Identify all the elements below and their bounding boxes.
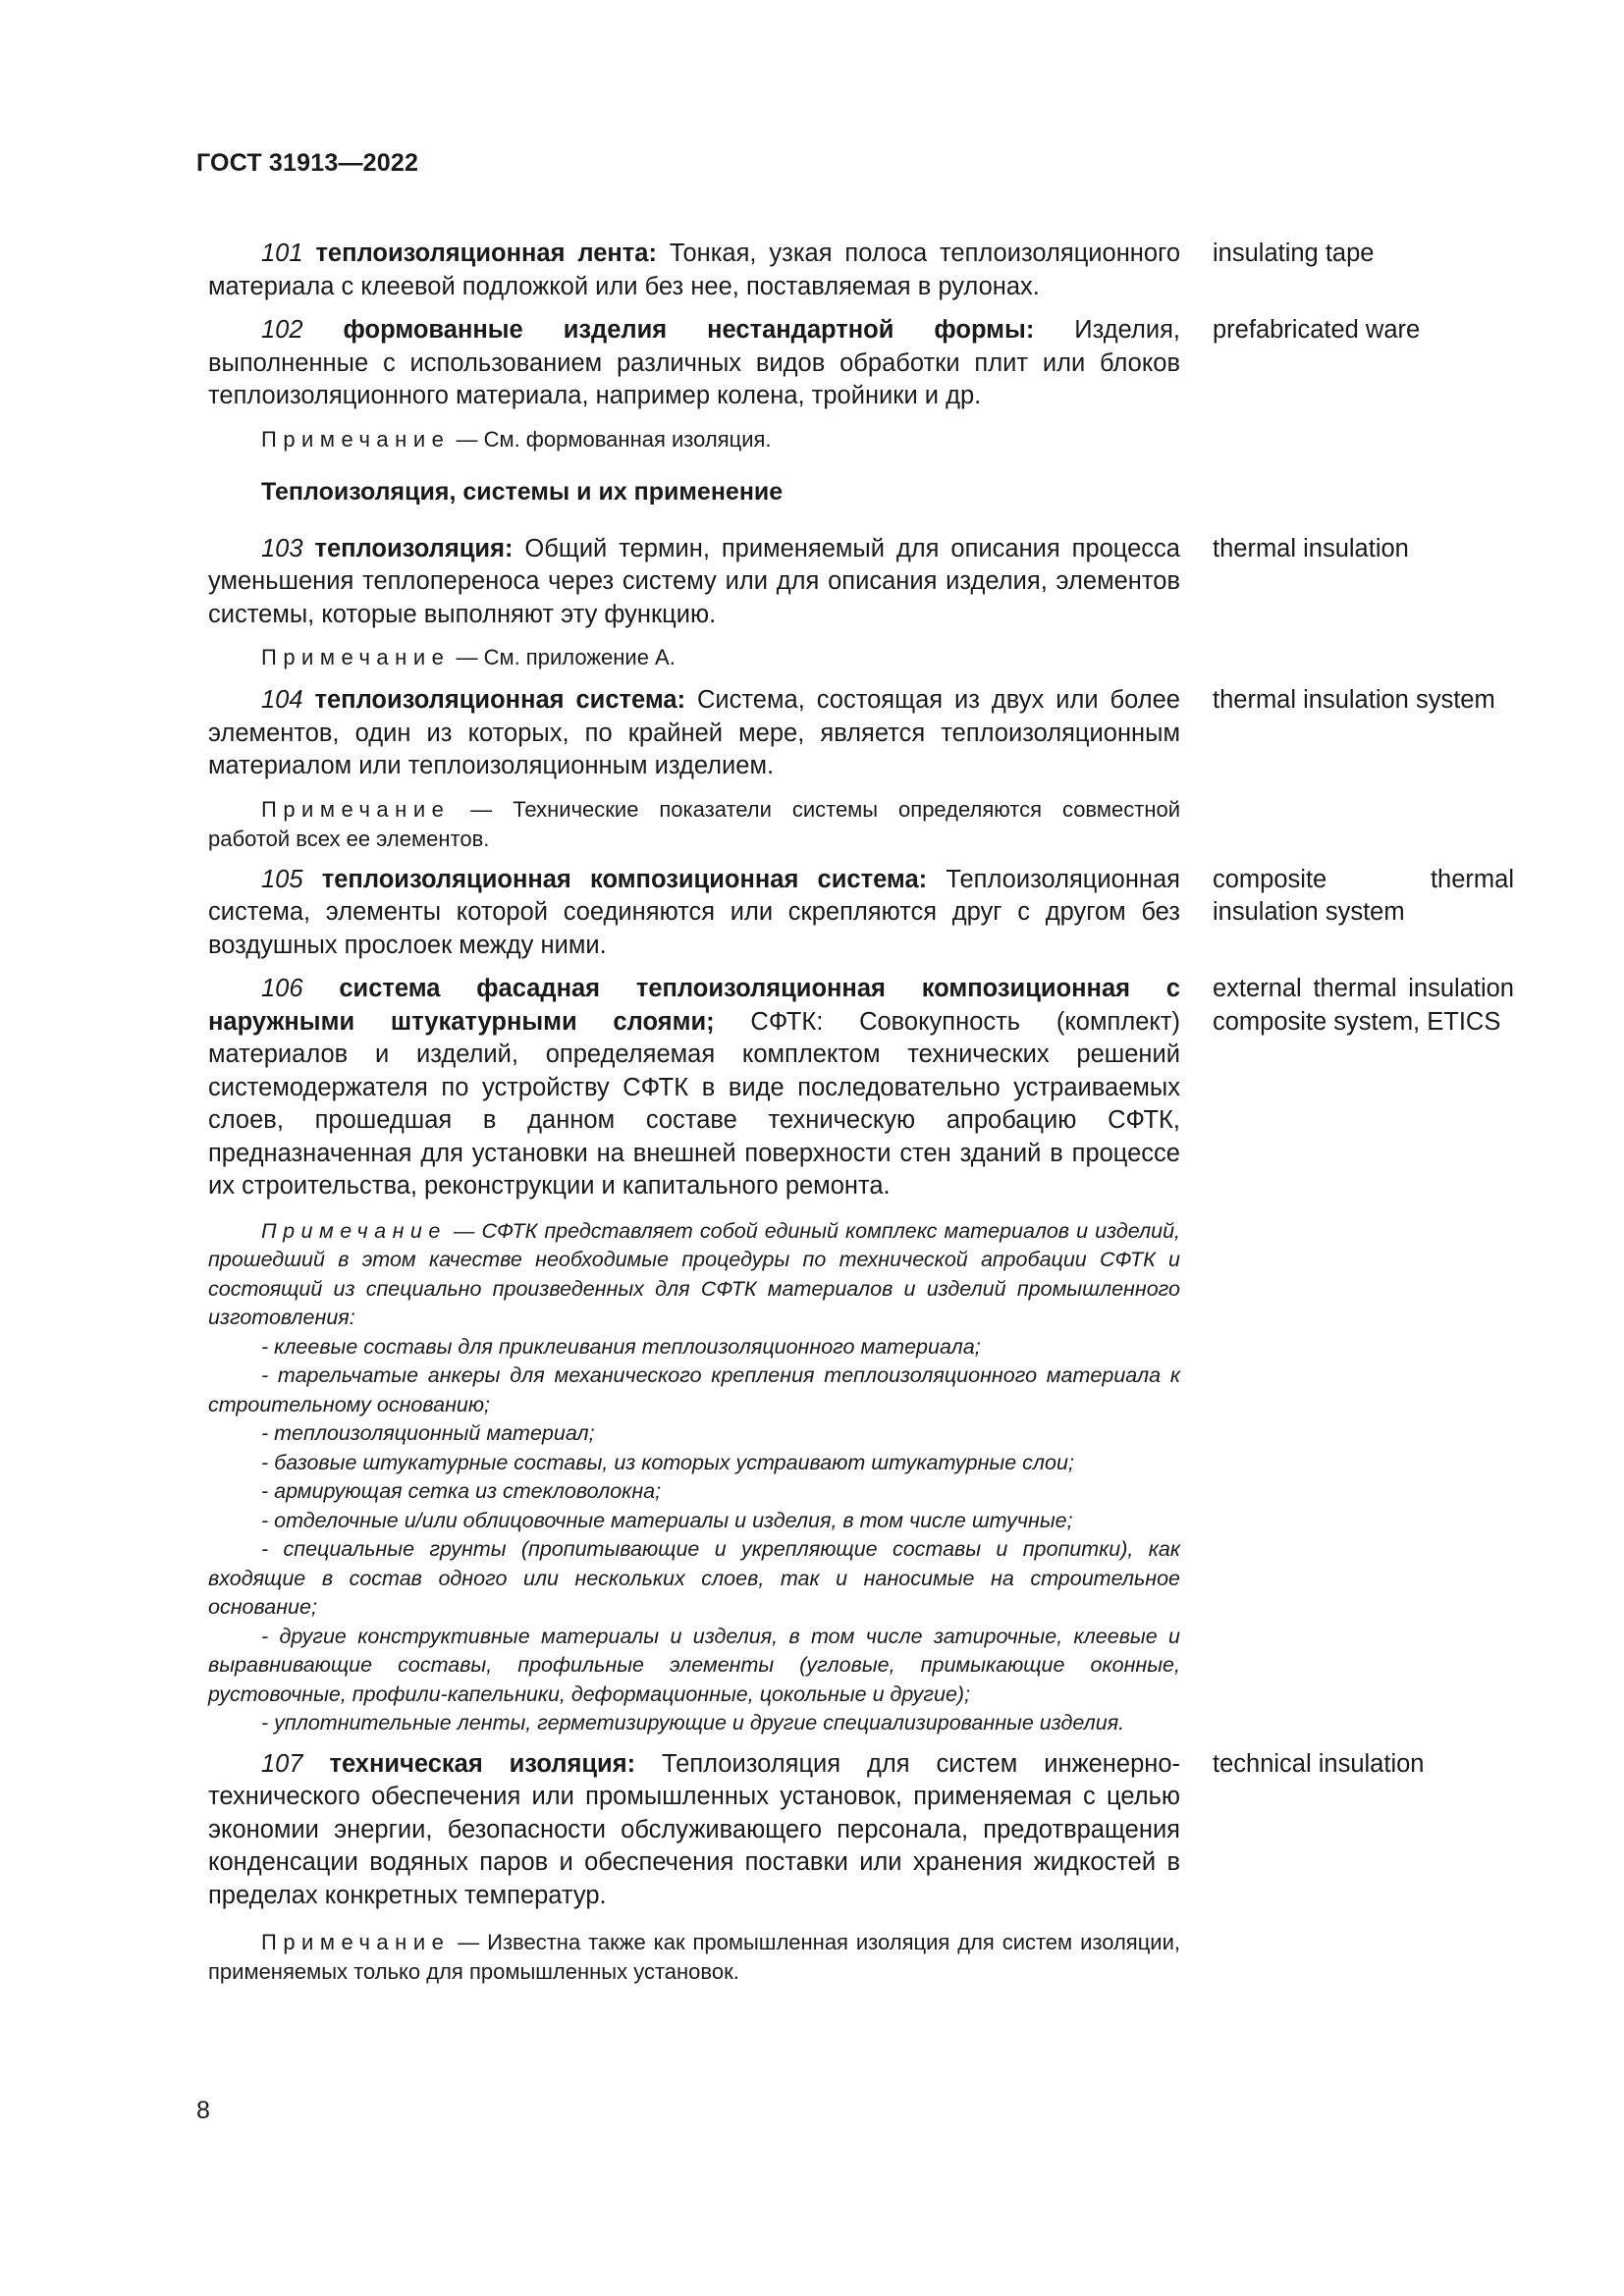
document-header: ГОСТ 31913—2022: [196, 149, 419, 177]
note-text: — См. приложение А.: [450, 645, 676, 669]
note-text: — Технические показатели системы определяются совместной работой всех ее элементов.: [208, 796, 1180, 851]
term-definition: [208, 238, 1180, 303]
term-english: thermal insulation system: [1213, 686, 1495, 714]
term-number: 105: [261, 865, 303, 893]
note-list-item: - другие конструктивные материалы и изделия, в том числе затирочные, клеевые и выравнивающие составы, профильные элементы (угловые, примыкающие оконные, рустовочные, профили-капельники, деформационные, цокольные и другие);: [208, 1624, 1180, 1706]
note-text: — СФТК представляет собой единый комплекс материалов и изделий, прошедший в этом качестве необходимые процедуры по технической апробации СФТК и состоящий из специально произведенных для СФТК материалов и изделий промышленного изготовления:: [208, 1218, 1180, 1329]
note-label: Примечание: [261, 426, 451, 452]
term-definition: [208, 533, 1180, 632]
term-name: формованные изделия нестандартной формы:: [343, 316, 1035, 344]
term-english: composite thermal insulation system: [1213, 865, 1514, 926]
note-104: [208, 795, 1180, 854]
term-text: Теплоизоляция для систем инженерно-технического обеспечения или промышленных установок, применяемая с целью экономии энергии, безопасности обслуживающего персонала, предотвращения конденсации водяных паров и обеспечения поставки или хранения жидкостей в пределах конкретных температур.: [208, 1749, 1181, 1909]
note-list-item: - уплотнительные ленты, герметизирующие и другие специализированные изделия.: [261, 1711, 1125, 1735]
term-entry-105: [208, 864, 1514, 963]
note-list-item: - армирующая сетка из стекловолокна;: [261, 1479, 662, 1503]
note-list-item: - специальные грунты (пропитывающие и укрепляющие составы и пропитки), как входящие в состав одного или нескольких слоев, так и наносимые на строительное основание;: [208, 1537, 1180, 1619]
term-english: prefabricated ware: [1213, 316, 1421, 344]
term-name: теплоизоляционная композиционная система:: [321, 865, 928, 893]
note-intro: [208, 1217, 1180, 1333]
note-103: [208, 643, 1180, 672]
term-definition: [208, 864, 1180, 963]
term-definition: [208, 1748, 1180, 1913]
term-number: 103: [261, 534, 303, 562]
note-102: [208, 425, 1180, 454]
term-english: insulating tape: [1213, 240, 1375, 267]
term-english: external thermal insulation composite system, ETICS: [1213, 975, 1514, 1036]
note-list-item: - отделочные и/или облицовочные материалы и изделия, в том числе штучные;: [261, 1508, 1073, 1532]
term-definition: [208, 684, 1180, 783]
term-name: теплоизоляционная система:: [314, 686, 686, 714]
term-entry-103: [208, 533, 1514, 632]
term-entry-107: [208, 1748, 1514, 1913]
note-list-item: - клеевые составы для приклеивания теплоизоляционного материала;: [261, 1334, 981, 1359]
term-text: Изделия, выполненные с использованием различных видов обработки плит или блоков теплоизоляционного материала, например колена, тройники и др.: [208, 316, 1180, 409]
term-text: Теплоизоляционная система, элементы которой соединяются или скрепляются друг с другом без воздушных прослоек между ними.: [208, 865, 1180, 959]
term-number: 102: [261, 316, 303, 344]
term-entry-101: [208, 238, 1514, 303]
term-text: Система, состоящая из двух или более элементов, один из которых, по крайней мере, является теплоизоляционным материалом или теплоизоляционным изделием.: [208, 686, 1180, 779]
section-title: Теплоизоляция, системы и их применение: [261, 477, 784, 506]
term-entry-106: [208, 973, 1514, 1203]
term-number: 104: [261, 686, 303, 714]
term-number: 106: [261, 975, 303, 1002]
note-107: [208, 1928, 1180, 1987]
term-name: система фасадная теплоизоляционная композиционная с наружными штукатурными слоями;: [208, 975, 1180, 1036]
term-number: 107: [261, 1749, 303, 1778]
term-number: 101: [261, 240, 303, 267]
note-text: — См. формованная изоляция.: [450, 426, 772, 452]
note-list-item: - теплоизоляционный материал;: [261, 1421, 595, 1445]
note-text: — Известна также как промышленная изоляция для систем изоляции, применяемых только для промышленных установок.: [208, 1930, 1180, 1984]
page-number: 8: [196, 2097, 210, 2124]
note-label: Примечание: [261, 1930, 451, 1954]
term-text: Тонкая, узкая полоса теплоизоляционного материала с клеевой подложкой или без нее, поставляемая в рулонах.: [208, 240, 1180, 300]
term-entry-104: [208, 684, 1514, 783]
term-name: техническая изоляция:: [329, 1749, 636, 1778]
document-body: [208, 238, 1514, 1987]
term-name: теплоизоляция:: [314, 534, 514, 562]
note-label: Примечание: [261, 1218, 447, 1243]
term-name: теплоизоляционная лента:: [315, 240, 657, 267]
term-english: thermal insulation: [1213, 534, 1409, 562]
note-106: [208, 1217, 1180, 1738]
note-list-item: - тарельчатые анкеры для механического крепления теплоизоляционного материала к строительному основанию;: [208, 1363, 1180, 1416]
term-text: СФТК: Совокупность (комплект) материалов и изделий, определяемая комплектом технических решений системодержателя по устройству СФТК в виде последовательно устраиваемых слоев, прошедшая в данном составе техническую апробацию СФТК, предназначенная для установки на внешней поверхности стен зданий в процессе их строительства, реконструкции и капитального ремонта.: [208, 1007, 1181, 1200]
term-definition: [208, 314, 1180, 413]
term-entry-102: [208, 314, 1514, 413]
term-definition: [208, 973, 1180, 1203]
note-label: Примечание: [261, 645, 451, 669]
term-english: technical insulation: [1213, 1749, 1425, 1778]
note-label: Примечание: [261, 796, 451, 822]
note-list-item: - базовые штукатурные составы, из которых устраивают штукатурные слои;: [261, 1450, 1074, 1474]
term-text: Общий термин, применяемый для описания процесса уменьшения теплопереноса через систему или для описания изделия, элементов системы, которые выполняют эту функцию.: [208, 534, 1180, 628]
